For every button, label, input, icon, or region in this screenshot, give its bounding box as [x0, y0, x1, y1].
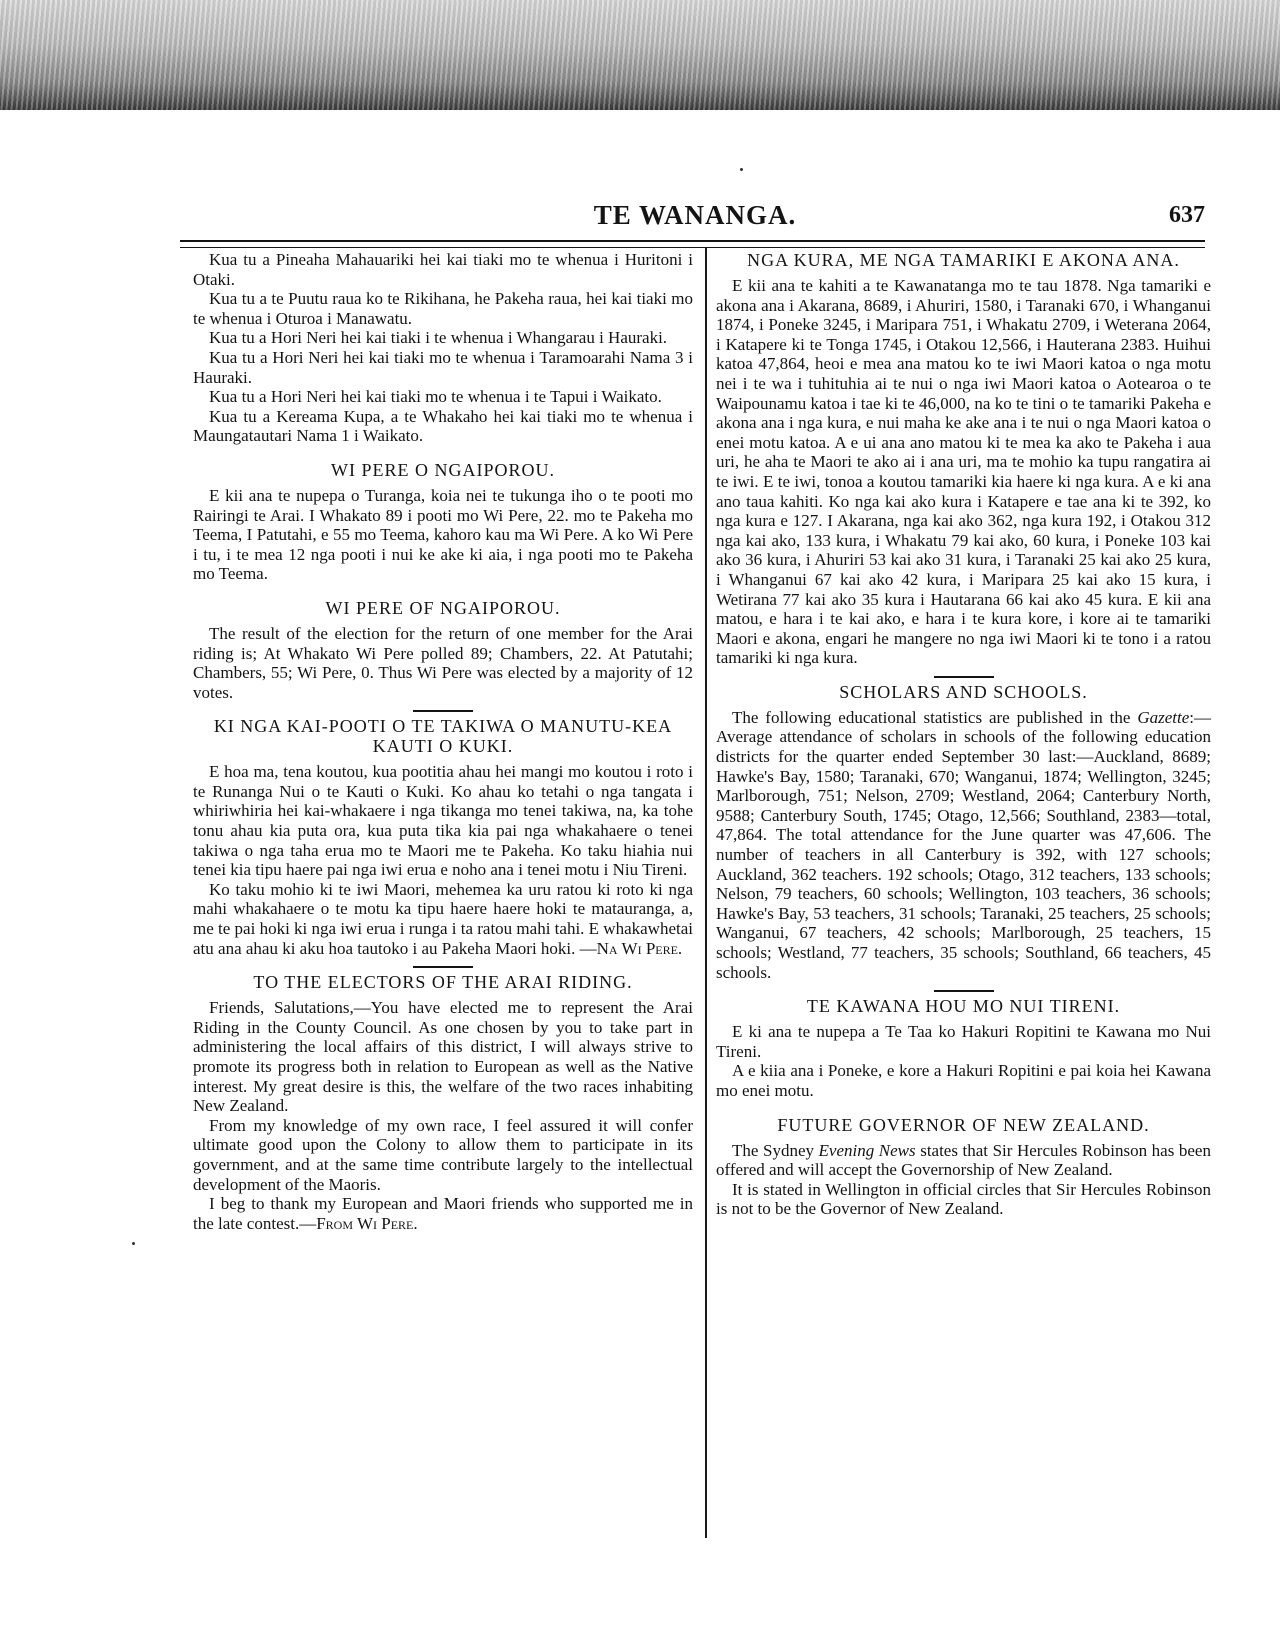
body-text: The following educational statistics are published in the: [732, 707, 1138, 727]
article-paragraph: [716, 1141, 1211, 1180]
notice-item: Kua tu a Hori Neri hei kai tiaki i te whenua i Whangarau i Hauraki.: [209, 328, 668, 348]
article-heading: KI NGA KAI-POOTI O TE TAKIWA O MANUTU-KEA KAUTI O KUKI.: [213, 716, 673, 757]
signature: —From Wi Pere.: [299, 1213, 418, 1233]
article-wipere-english: [193, 598, 693, 702]
article-paragraph: [193, 880, 693, 958]
ink-speck: [132, 1242, 135, 1245]
article-heading: WI PERE OF NGAIPOROU.: [325, 597, 561, 618]
article-scholars-schools: [716, 682, 1211, 982]
article-heading: FUTURE GOVERNOR OF NEW ZEALAND.: [777, 1114, 1150, 1135]
section-separator: [934, 990, 994, 992]
article-body: [716, 708, 1211, 982]
article-kinga-kaipooti: [193, 716, 693, 958]
page-header: [185, 200, 1205, 234]
article-heading: NGA KURA, ME NGA TAMARIKI E AKONA ANA.: [747, 250, 1180, 270]
article-body: E kii ana te nupepa o Turanga, koia nei te tukunga iho o te pooti mo Rairingi te Arai. I Whakato 89 i pooti mo Wi Pere, 22. mo te Pakeha mo Teema, I Patutahi, e 55 mo Teema, kahoro kau ma Wi Pere. A ko Wi Pere i tu, i te mea 12 nga pooti i nui ke ake ki aia, i nga pooti mo te Pakeha mo Teema.: [193, 485, 693, 584]
article-paragraph: From my knowledge of my own race, I feel assured it will confer ultimate good upon the Colony to allow them to participate in its government, and at the same time contribute largely to the intellectual development of the Maoris.: [193, 1115, 693, 1194]
article-nga-kura: [716, 250, 1211, 668]
newspaper-title: TE WANANGA.: [593, 200, 797, 230]
article-future-governor: [716, 1115, 1211, 1219]
section-separator: [413, 966, 473, 968]
body-text: The Sydney: [732, 1140, 819, 1160]
article-heading: TE KAWANA HOU MO NUI TIRENI.: [806, 996, 1121, 1017]
notice-item: Kua tu a Hori Neri hei kai tiaki mo te whenua i te Tapui i Waikato.: [209, 387, 662, 407]
left-column: [193, 250, 693, 1233]
paragraph-text: Ko taku mohio ki te iwi Maori, mehemea ka uru ratou ki roto ki nga mahi whakahaere o te motu ka tipu haere haere hoki te matauranga, a, me te pai hoki ki nga iwi erua i runga i ta ratou mahi tahi. E whakawhetai atu ana ahau ki aku hoa tautoko i au Pakeha Maori hoki.: [193, 879, 693, 958]
article-paragraph: It is stated in Wellington in official circles that Sir Hercules Robinson is not to be the Governor of New Zealand.: [716, 1179, 1211, 1219]
article-te-kawana-hou: [716, 996, 1211, 1100]
article-body: E kii ana te kahiti a te Kawanatanga mo te tau 1878. Nga tamariki e akona ana i Akarana, 8689, i Ahuriri, 1580, i Taranaki 670, i Whanganui 1874, i Poneke 3245, i Maripara 751, i Whakatu 2709, i Weterana 2064, i Katapere ki te Tonga 1745, i Otakou 12,566, i Hauterana 2383. Huihui katoa 47,864, heoi e mea ana matou ko te iwi Maori katoa o nga motu nei i te wa i tuhituhia ai te nui o nga iwi Maori katoa o Aotearoa o te Waipounamu katoa i tae ki te 46,000, na ko te tini o te tamariki Pakeha e akona ana i nga kura, e nui maha ke ake ana i te nui o nga Maori katoa o enei motu katoa. A e ui ana ano matou ki te mea ka ako te Pakeha i aua uri, he aha te Maori te ako ai i ana uri, ma te mohio ka tupu rangatira ai te iwi. E te iwi, tonoa a koutou tamariki kia haere ki nga kura. A e ki ana ano taua kahiti. Ko nga kai ako kura i Katapere e tae ana ki te 392, ko nga kura e 127. I Akarana, nga kai ako 362, nga kura 192, i Otakou 312 nga kai ako, 133 kura, i Whakatu 79 kai ako, 60 kura, i Poneke 103 kai ako 36 kura, i Ahuriri 53 kai ako 31 kura, i Taranaki 25 kai ako 25 kura, i Whanganui 67 kai ako 42 kura, i Maripara 25 kai ako 15 kura, i Wetirana 77 kai ako 35 kura i Hautarana 66 kai ako 45 kura. E kii ana matou, e hara i te kai ako, e hara i te kura kore, i kore ai te tamariki Maori e akona, engari he mangere no nga iwi Maori ki te tono i a ratou tamariki ki nga kura.: [716, 276, 1211, 668]
section-separator: [413, 710, 473, 712]
article-paragraph: A e kiia ana i Poneke, e kore a Hakuri Ropitini e pai koia hei Kawana mo enei motu.: [716, 1061, 1211, 1100]
article-heading: TO THE ELECTORS OF THE ARAI RIDING.: [253, 972, 633, 993]
section-separator: [934, 676, 994, 678]
scan-top-edge: [0, 0, 1280, 110]
article-paragraph: E hoa ma, tena koutou, kua pootitia ahau hei mangi mo koutou i roto i te Runanga Nui o te Kauti o Kuki. Ko ahau ko tetahi o nga tangata i whiriwhiria hei kai-whakaere i nga tikanga mo tenei takiwa, na, ka tohe tonu ahau kia puta ora, kua puta tika kia pai nga whakahaere o tenei takiwa o nga taha erua mo te Maori me te Pakeha. Ko taku hiahia nui tenei kia tipu haere pai nga iwi erua e noho ana i tenei motu i Niu Tireni.: [193, 762, 693, 880]
notice-item: Kua tu a Pineaha Mahauariki hei kai tiaki mo te whenua i Huritoni i Otaki.: [193, 250, 693, 289]
article-paragraph: [193, 1194, 693, 1233]
header-rule: [180, 240, 1205, 248]
notice-item: Kua tu a te Puutu raua ko te Rikihana, he Pakeha raua, hei kai tiaki mo te whenua i Oturoa i Manawatu.: [193, 289, 693, 328]
gazette-title: Gazette: [1137, 707, 1190, 727]
notice-item: Kua tu a Kereama Kupa, a te Whakaho hei kai tiaki mo te whenua i Maungatautari Nama 1 i Waikato.: [193, 406, 693, 446]
trustee-notices: [193, 250, 693, 446]
notice-item: Kua tu a Hori Neri hei kai tiaki mo te whenua i Taramoarahi Nama 3 i Hauraki.: [193, 347, 693, 387]
article-electors: [193, 972, 693, 1233]
body-text: states that Sir Hercules Robinson has been offered and will accept the Governorship of New Zealand.: [716, 1140, 1211, 1180]
article-heading: WI PERE O NGAIPOROU.: [331, 459, 555, 480]
right-column: [716, 250, 1211, 1219]
article-body: The result of the election for the return of one member for the Arai riding is; At Whakato Wi Pere polled 89; Chambers, 22. At Patutahi; Chambers, 55; Wi Pere, 0. Thus Wi Pere was elected by a majority of 12 votes.: [193, 623, 693, 702]
ink-speck: [740, 168, 743, 171]
article-wipere-maori: [193, 460, 693, 584]
newspaper-name: Evening News: [818, 1140, 916, 1160]
article-paragraph: Friends, Salutations,—You have elected me to represent the Arai Riding in the County Council. As one chosen by you to take part in administering the local affairs of this district, I will always strive to promote its progress both in relation to European as well as the Native interest. My great desire is this, the welfare of the two races inhabiting New Zealand.: [193, 998, 693, 1116]
body-text: :—Average attendance of scholars in schools of the following education districts for the quarter ended September 30 last:—Auckland, 8689; Hawke's Bay, 1580; Taranaki, 670; Wanganui, 1874; Wellington, 3245; Marlborough, 751; Nelson, 2709; Westland, 2064; Canterbury North, 9588; Canterbury South, 1745; Otago, 12,566; Southland, 2383—total, 47,864. The total attendance for the June quarter was 47,606. The number of teachers in all Canterbury is 392, with 127 schools; Auckland, 362 teachers. 192 schools; Otago, 312 teachers, 133 schools; Nelson, 79 teachers, 60 schools; Wellington, 103 teachers, 36 schools; Hawke's Bay, 53 teachers, 31 schools; Taranaki, 25 teachers, 25 schools; Wanganui, 67 teachers, 42 schools; Marlborough, 25 teachers, 15 schools; Westland, 77 teachers, 35 schools; Southland, 66 teachers, 45 schools.: [716, 707, 1211, 982]
column-divider: [705, 248, 707, 1538]
article-paragraph: E ki ana te nupepa a Te Taa ko Hakuri Ropitini te Kawana mo Nui Tireni.: [716, 1022, 1211, 1061]
article-heading: SCHOLARS AND SCHOOLS.: [839, 681, 1088, 702]
page-number: 637: [1169, 202, 1205, 228]
paragraph-text: I beg to thank my European and Maori friends who supported me in the late contest.: [193, 1194, 693, 1233]
signature: —Na Wi Pere.: [579, 938, 683, 958]
